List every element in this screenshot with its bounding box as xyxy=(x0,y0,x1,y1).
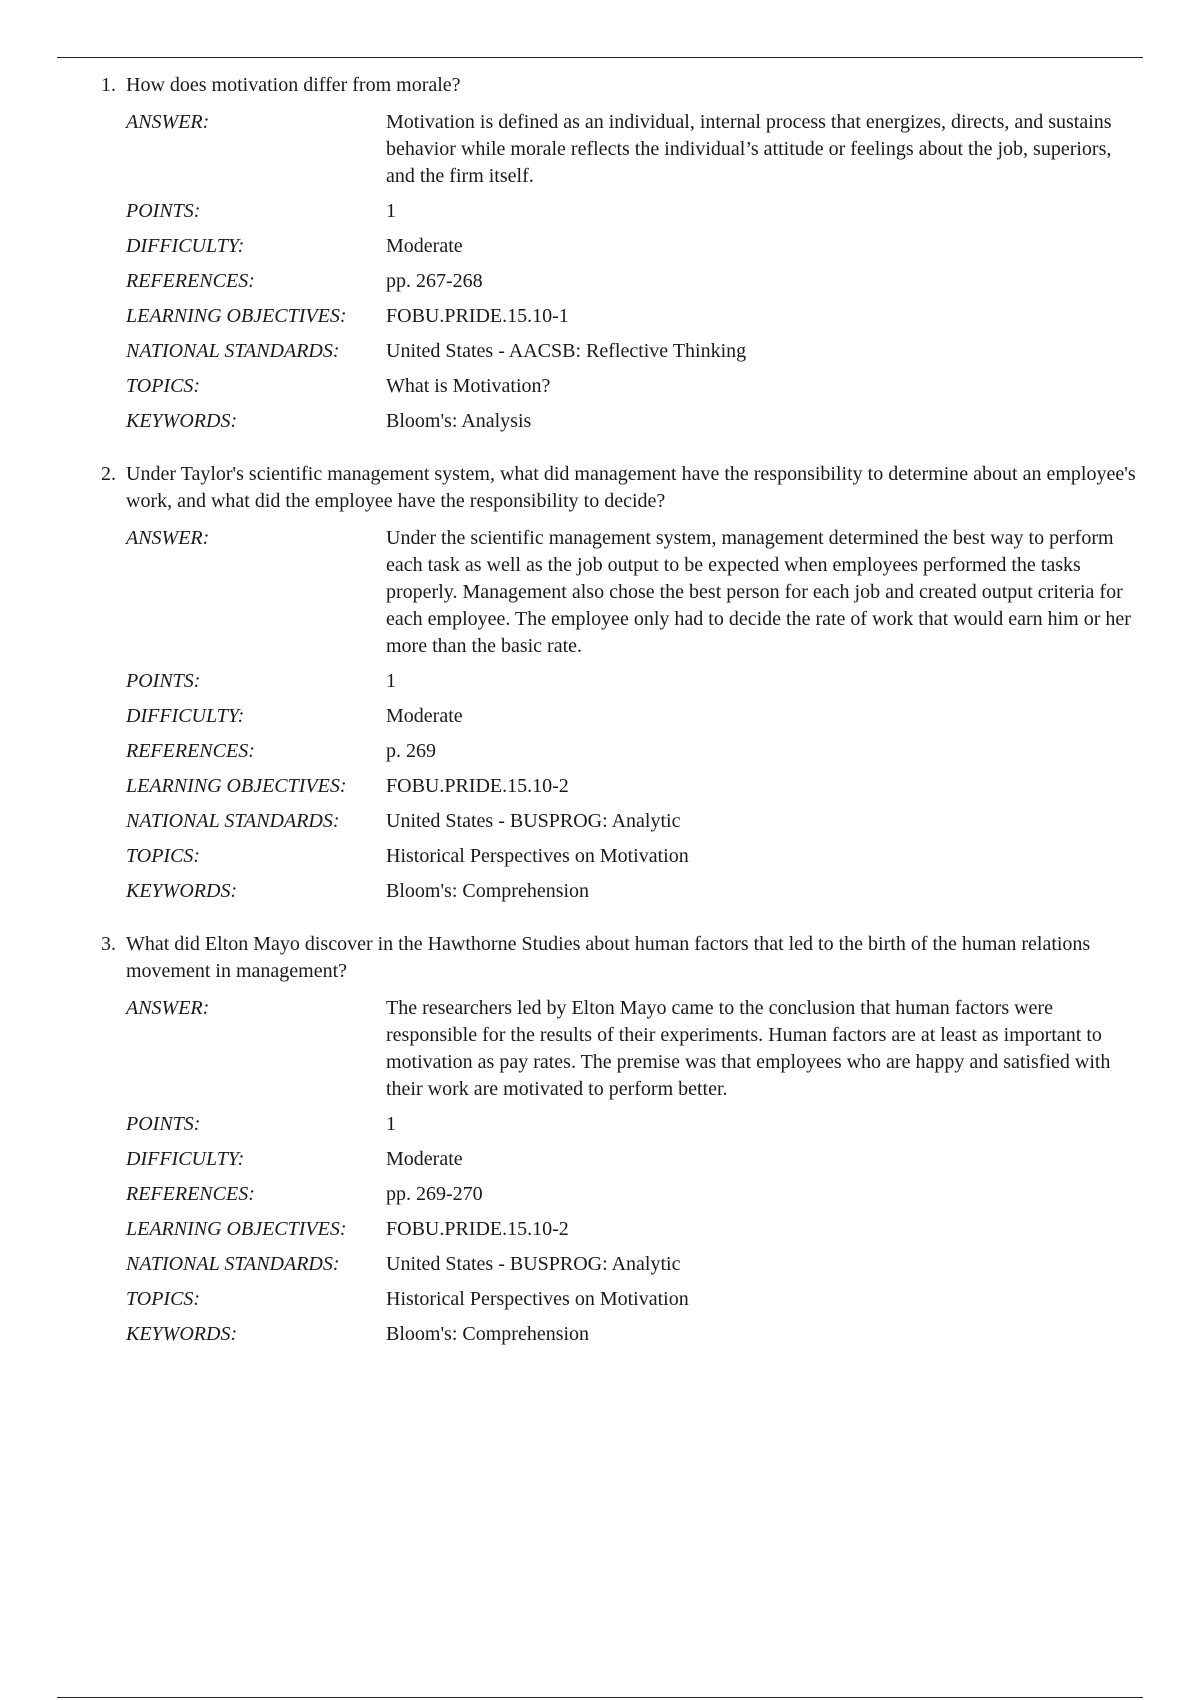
question-text: What did Elton Mayo discover in the Hawthorne Studies about human factors that led to the birth of the human relations movement in management? xyxy=(126,933,1091,982)
bottom-rule xyxy=(57,1697,1143,1698)
national-standards-row xyxy=(126,1251,1200,1286)
references-value: pp. 267-268 xyxy=(386,270,483,292)
national-standards-row xyxy=(126,338,1200,373)
answer-row xyxy=(126,995,1200,1111)
question-text: Under Taylor's scientific management system, what did management have the responsibility to determine about an employee's work, and what did the employee have the responsibility to decide? xyxy=(126,463,1136,512)
national-standards-label: NATIONAL STANDARDS: xyxy=(126,340,340,362)
learning-objectives-row xyxy=(126,773,1200,808)
learning-objectives-label: LEARNING OBJECTIVES: xyxy=(126,775,347,797)
answer-row xyxy=(126,525,1200,668)
question-number: 1. xyxy=(101,74,116,96)
question-list xyxy=(0,68,1200,1370)
difficulty-row xyxy=(126,703,1200,738)
question-3 xyxy=(0,927,1200,1356)
references-row xyxy=(126,268,1200,303)
learning-objectives-value: FOBU.PRIDE.15.10-1 xyxy=(386,305,569,327)
question-stem xyxy=(101,927,1141,985)
difficulty-label: DIFFICULTY: xyxy=(126,235,245,257)
answer-value: Motivation is defined as an individual, internal process that energizes, directs, and sustains behavior while morale reflects the individual’s attitude or feelings about the job, superiors, and the firm itself. xyxy=(386,111,1112,187)
topics-row xyxy=(126,843,1200,878)
points-value: 1 xyxy=(386,200,396,222)
topics-label: TOPICS: xyxy=(126,1288,201,1310)
points-label: POINTS: xyxy=(126,1113,201,1135)
points-value: 1 xyxy=(386,670,396,692)
references-row xyxy=(126,1181,1200,1216)
references-label: REFERENCES: xyxy=(126,270,255,292)
question-metadata xyxy=(0,995,1200,1356)
points-row xyxy=(126,668,1200,703)
keywords-value: Bloom's: Comprehension xyxy=(386,1323,590,1345)
national-standards-value: United States - BUSPROG: Analytic xyxy=(386,1253,681,1275)
references-label: REFERENCES: xyxy=(126,740,255,762)
difficulty-row xyxy=(126,233,1200,268)
difficulty-label: DIFFICULTY: xyxy=(126,705,245,727)
keywords-row xyxy=(126,1321,1200,1356)
difficulty-row xyxy=(126,1146,1200,1181)
answer-label: ANSWER: xyxy=(126,997,210,1019)
answer-value: The researchers led by Elton Mayo came to the conclusion that human factors were responsible for the results of their experiments. Human factors are at least as important to motivation as pay rates. The premise was that employees who are happy and satisfied with their work are motivated to perform better. xyxy=(386,997,1111,1100)
difficulty-value: Moderate xyxy=(386,1148,463,1170)
top-rule xyxy=(57,57,1143,58)
answer-label: ANSWER: xyxy=(126,111,210,133)
keywords-value: Bloom's: Analysis xyxy=(386,410,532,432)
topics-row xyxy=(126,1286,1200,1321)
question-metadata xyxy=(0,525,1200,913)
points-row xyxy=(126,1111,1200,1146)
references-value: p. 269 xyxy=(386,740,436,762)
question-number: 3. xyxy=(101,933,116,955)
question-1 xyxy=(0,68,1200,443)
answer-row xyxy=(126,109,1200,198)
difficulty-value: Moderate xyxy=(386,705,463,727)
keywords-value: Bloom's: Comprehension xyxy=(386,880,590,902)
references-label: REFERENCES: xyxy=(126,1183,255,1205)
question-2 xyxy=(0,457,1200,913)
learning-objectives-row xyxy=(126,303,1200,338)
question-number: 2. xyxy=(101,463,116,485)
learning-objectives-value: FOBU.PRIDE.15.10-2 xyxy=(386,1218,569,1240)
keywords-label: KEYWORDS: xyxy=(126,410,238,432)
national-standards-value: United States - AACSB: Reflective Thinking xyxy=(386,340,747,362)
points-label: POINTS: xyxy=(126,670,201,692)
references-row xyxy=(126,738,1200,773)
question-stem xyxy=(101,68,1141,99)
topics-label: TOPICS: xyxy=(126,845,201,867)
question-text: How does motivation differ from morale? xyxy=(126,74,461,96)
national-standards-row xyxy=(126,808,1200,843)
keywords-label: KEYWORDS: xyxy=(126,1323,238,1345)
learning-objectives-label: LEARNING OBJECTIVES: xyxy=(126,305,347,327)
question-metadata xyxy=(0,109,1200,443)
keywords-row xyxy=(126,878,1200,913)
national-standards-label: NATIONAL STANDARDS: xyxy=(126,810,340,832)
points-label: POINTS: xyxy=(126,200,201,222)
learning-objectives-label: LEARNING OBJECTIVES: xyxy=(126,1218,347,1240)
keywords-label: KEYWORDS: xyxy=(126,880,238,902)
topics-label: TOPICS: xyxy=(126,375,201,397)
national-standards-label: NATIONAL STANDARDS: xyxy=(126,1253,340,1275)
question-stem xyxy=(101,457,1141,515)
topics-value: What is Motivation? xyxy=(386,375,551,397)
points-row xyxy=(126,198,1200,233)
answer-value: Under the scientific management system, management determined the best way to perform each task as well as the job output to be expected when employees performed the tasks properly. Management also chose the best person for each job and created output criteria for each employee. The employee only had to decide the rate of work that would earn him or her more than the basic rate. xyxy=(386,527,1131,657)
topics-value: Historical Perspectives on Motivation xyxy=(386,1288,689,1310)
topics-value: Historical Perspectives on Motivation xyxy=(386,845,689,867)
national-standards-value: United States - BUSPROG: Analytic xyxy=(386,810,681,832)
learning-objectives-value: FOBU.PRIDE.15.10-2 xyxy=(386,775,569,797)
difficulty-label: DIFFICULTY: xyxy=(126,1148,245,1170)
learning-objectives-row xyxy=(126,1216,1200,1251)
difficulty-value: Moderate xyxy=(386,235,463,257)
answer-label: ANSWER: xyxy=(126,527,210,549)
topics-row xyxy=(126,373,1200,408)
points-value: 1 xyxy=(386,1113,396,1135)
references-value: pp. 269-270 xyxy=(386,1183,483,1205)
keywords-row xyxy=(126,408,1200,443)
